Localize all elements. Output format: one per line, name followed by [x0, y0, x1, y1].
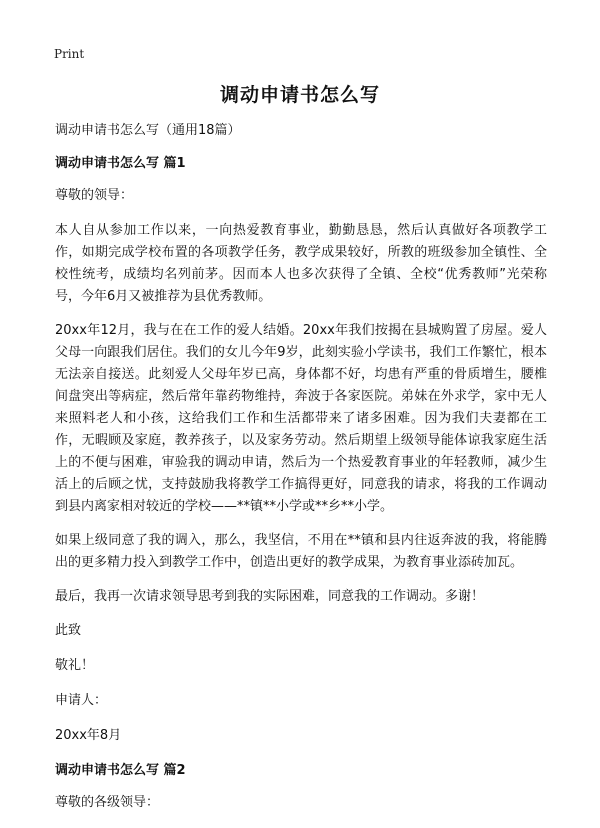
date-line: 20xx年8月: [55, 728, 122, 743]
closing-salute: 敬礼！: [55, 658, 95, 673]
page-title: 调动申请书怎么写: [219, 84, 380, 106]
signature-label: 申请人：: [55, 693, 108, 708]
salutation: 尊敬的各级领导：: [55, 795, 160, 810]
paragraph: 20xx年12月，我与在在工作的爱人结婚。20xx年我们按揭在县城购置了房屋。爱人父母一向跟我们居住。我们的女儿今年9岁，此刻实验小学读书，我们工作繁忙，根本无法亲自接送。此刻爱人父母年岁已高，身体都不好，均患有严重的骨质增生，腰椎间盘突出等病症，然后常年靠药物维持，奔波于各家医院。弟妹在外求学，家中无人来照料老人和小孩，这给我们工作和生活都带来了诸多困难。因为我们夫妻都在工作，无暇顾及家庭，教养孩子，以及家务劳动。然后期望上级领导能体谅我家庭生活上的不便与困难，审验我的调动申请，然后为一个热爱教育事业的年轻教师，减少生活上的后顾之忧，支持鼓励我将教学工作搞得更好，同意我的请求，将我的工作调动到县内离家相对较近的学校——**镇**小学或**乡**小学。: [55, 323, 547, 514]
section-heading: 调动申请书怎么写 篇2: [55, 763, 186, 778]
document-body: [55, 120, 547, 827]
paragraph: 如果上级同意了我的调入，那么，我坚信，不用在**镇和县内往返奔波的我，将能腾出的更多精力投入到教学工作中，创造出更好的教学成果，为教育事业添砖加瓦。: [55, 533, 547, 570]
salutation: 尊敬的领导：: [55, 188, 134, 203]
paragraph: 最后，我再一次请求领导思考到我的实际困难，同意我的工作调动。多谢！: [55, 589, 485, 604]
print-link[interactable]: Print: [54, 47, 85, 61]
closing-line: 此致: [55, 623, 82, 638]
document-subtitle: 调动申请书怎么写（通用18篇）: [55, 123, 241, 138]
section-heading: 调动申请书怎么写 篇1: [55, 156, 186, 171]
paragraph: 本人自从参加工作以来，一向热爱教育事业，勤勤恳恳，然后认真做好各项教学工作，如期完成学校布置的各项教学任务，教学成果较好，所教的班级参加全镇性、全校性统考，成绩均名列前茅。因而本人也多次获得了全镇、全校“优秀教师”光荣称号，今年6月又被推荐为县优秀教师。: [55, 223, 547, 304]
